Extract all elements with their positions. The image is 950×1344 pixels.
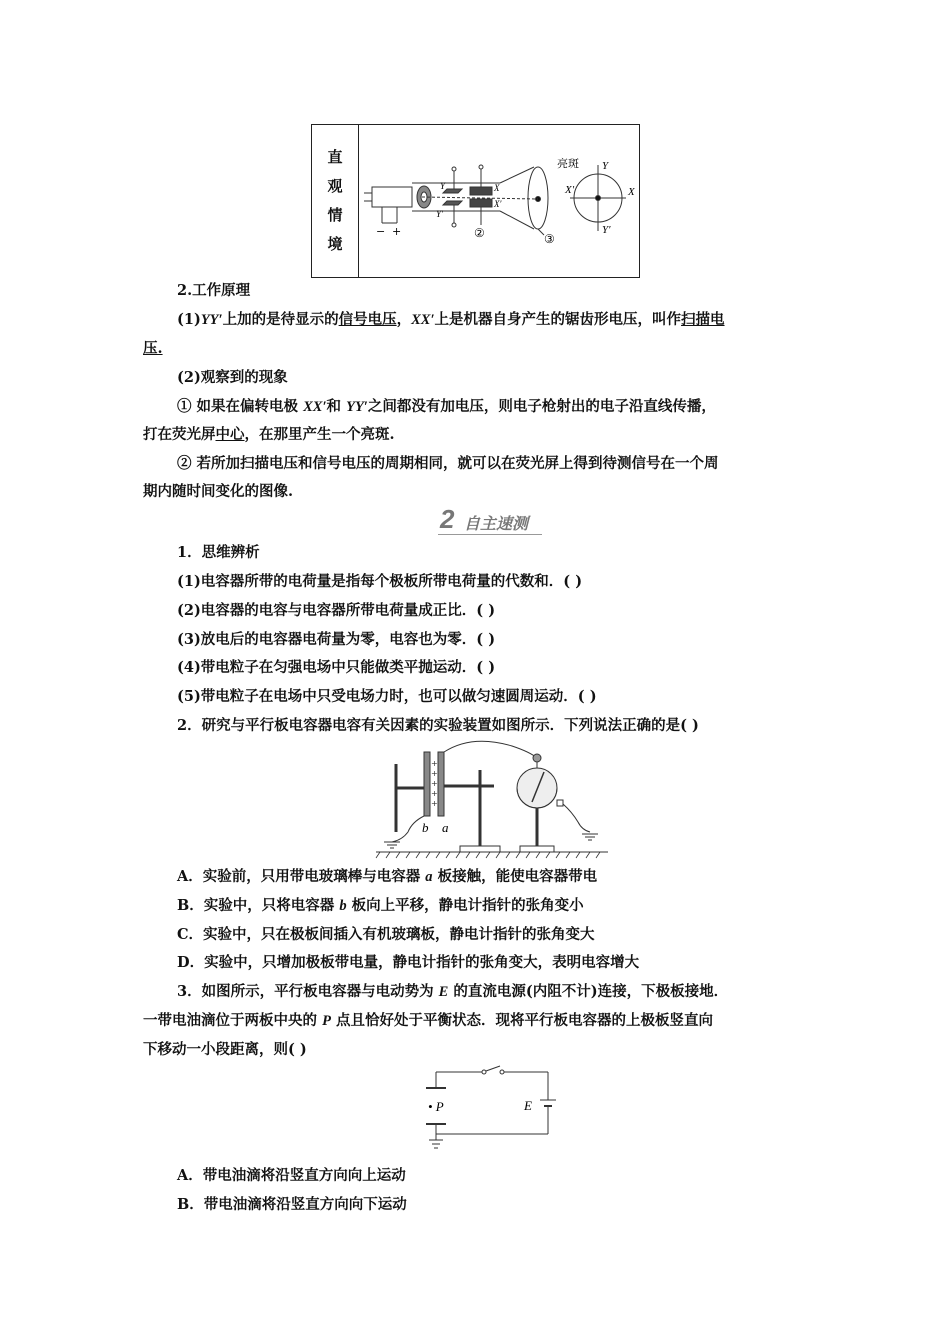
crt-diagram <box>362 151 637 271</box>
q2-option-c: C．实验中，只在极板间插入有机玻璃板，静电计指针的张角变大 <box>177 926 595 943</box>
emf-e-label: E <box>524 1098 532 1113</box>
bright-spot-label: 亮斑 <box>557 158 579 170</box>
plate-a-label: a <box>442 820 449 835</box>
q1-item: (5)带电粒子在电场中只受电场力时，也可以做匀速圆周运动．( ) <box>177 688 597 705</box>
circle-2-label: ② <box>474 226 485 240</box>
x-prime-label: X′ <box>565 184 575 196</box>
q1-heading: 1．思维辨析 <box>177 544 260 561</box>
section-text: 自主速测 <box>464 514 529 533</box>
q3-option-b: B．带电油滴将沿竖直方向向下运动 <box>177 1196 407 1213</box>
svg-text:+: + <box>431 779 438 788</box>
q3-stem-line-2: 一带电油滴位于两板中央的 P 点且恰好处于平衡状态．现将平行板电容器的上极板竖直向 <box>143 1012 713 1029</box>
circuit-figure <box>420 1064 560 1158</box>
q3-stem-line-1: 3．如图所示，平行板电容器与电动势为 E 的直流电源(内阻不计)连接，下极板接地． <box>177 983 729 1000</box>
svg-text:+: + <box>431 799 438 808</box>
svg-text:+: + <box>431 759 438 768</box>
q1-item: (4)带电粒子在匀强电场中只能做类平抛运动．( ) <box>177 659 496 676</box>
side-char: 直 <box>327 148 343 166</box>
section-number: 2 <box>440 504 455 534</box>
point-p-label: • P <box>428 1099 444 1114</box>
q3-option-a: A．带电油滴将沿竖直方向向上运动 <box>177 1167 406 1184</box>
q3-stem-line-3: 下移动一小段距离，则( ) <box>143 1041 307 1058</box>
observation-2-cont: 期内随时间变化的图像. <box>143 483 294 500</box>
crt-table <box>311 124 640 278</box>
observation-1: ① 如果在偏转电极 XX′和 YY′之间都没有加电压，则电子枪射出的电子沿直线传播， <box>177 398 716 415</box>
plate-y-prime-label: Y′ <box>436 209 443 219</box>
section-title <box>438 504 542 535</box>
principle-item-1-cont: 压. <box>143 340 163 357</box>
observation-2: ② 若所加扫描电压和信号电压的周期相同，就可以在荧光屏上得到待测信号在一个周 <box>177 455 719 472</box>
q1-item: (1)电容器所带的电荷量是指每个极板所带电荷量的代数和．( ) <box>177 573 583 590</box>
plate-x-label: X <box>494 183 500 193</box>
svg-text:+: + <box>431 769 438 778</box>
q2-option-a: A．实验前，只用带电玻璃棒与电容器 a 板接触，能使电容器带电 <box>177 868 598 885</box>
side-char: 情 <box>327 206 343 224</box>
x-label: X <box>628 186 635 198</box>
principle-item-1: (1)YY′上加的是待显示的信号电压，XX′上是机器自身产生的锯齿形电压，叫作扫描电 <box>177 311 725 328</box>
minus-label: − <box>376 225 386 238</box>
y-label: Y <box>602 160 609 172</box>
q1-item: (2)电容器的电容与电容器所带电荷量成正比．( ) <box>177 602 496 619</box>
side-char: 观 <box>327 177 343 195</box>
principle-item-2-heading: (2)观察到的现象 <box>177 369 288 386</box>
plate-y-label: Y <box>440 181 446 191</box>
plate-b-label: b <box>422 820 429 835</box>
capacitor-electrometer-figure <box>372 740 612 862</box>
plate-x-prime-label: X′ <box>494 199 502 209</box>
q2-option-b: B．实验中，只将电容器 b 板向上平移，静电计指针的张角变小 <box>177 897 584 914</box>
q2-stem: 2．研究与平行板电容器电容有关因素的实验装置如图所示．下列说法正确的是( ) <box>177 717 699 734</box>
y-prime-label: Y′ <box>602 224 611 236</box>
circle-3-label: ③ <box>544 232 555 246</box>
principle-heading: 2.工作原理 <box>177 282 251 299</box>
plus-label: + <box>392 225 402 238</box>
observation-1-cont: 打在荧光屏中心，在那里产生一个亮斑. <box>143 426 395 443</box>
side-label <box>312 143 358 259</box>
q1-item: (3)放电后的电容器电荷量为零，电容也为零．( ) <box>177 631 496 648</box>
svg-text:+: + <box>431 789 438 798</box>
table-divider <box>358 125 359 277</box>
q2-option-d: D．实验中，只增加极板带电量，静电计指针的张角变大，表明电容增大 <box>177 954 640 971</box>
side-char: 境 <box>327 235 343 253</box>
